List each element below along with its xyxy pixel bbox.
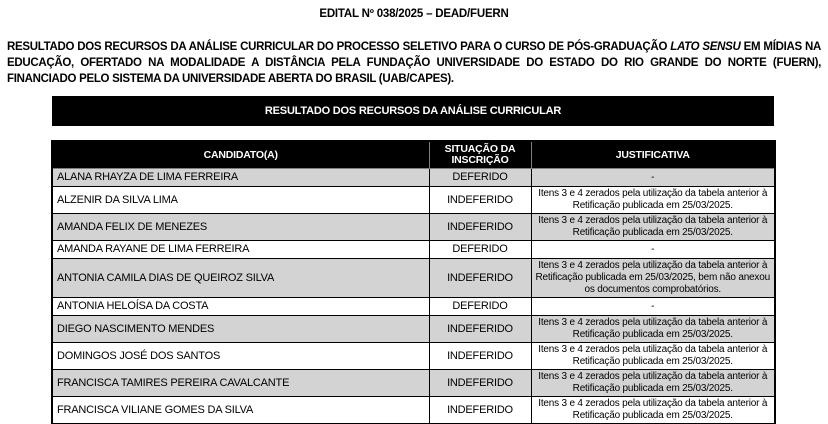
- candidate-name-cell: ANTONIA HELOÍSA DA COSTA: [52, 298, 429, 316]
- candidate-name-cell: ANTONIA CAMILA DIAS DE QUEIROZ SILVA: [52, 259, 429, 298]
- justification-cell: Itens 3 e 4 zerados pela utilização da tabela anterior à Retificação publicada em 25/03/2025.: [531, 397, 775, 424]
- status-cell: INDEFERIDO: [429, 397, 531, 424]
- intro-paragraph: [7, 39, 821, 87]
- justification-cell: Itens 3 e 4 zerados pela utilização da tabela anterior à Retificação publicada em 25/03/2025.: [531, 343, 775, 370]
- table-row: [52, 343, 775, 370]
- justification-cell: -: [531, 241, 775, 259]
- status-cell: DEFERIDO: [429, 298, 531, 316]
- intro-text-after: EM MÍDIAS NA EDUCAÇÃO, OFERTADO NA MODALIDADE A DISTÂNCIA PELA FUNDAÇÃO UNIVERSIDADE DO ESTADO DO RIO GRANDE DO NORTE (FUERN), FINANCIADO PELO SISTEMA DA UNIVERSIDADE ABERTA DO BRASIL (UAB/CAPES).: [7, 41, 822, 85]
- status-cell: INDEFERIDO: [429, 343, 531, 370]
- status-cell: INDEFERIDO: [429, 214, 531, 241]
- table-row: [52, 241, 775, 259]
- candidate-name-cell: DIEGO NASCIMENTO MENDES: [52, 316, 429, 343]
- status-cell: DEFERIDO: [429, 241, 531, 259]
- table-row: [52, 298, 775, 316]
- table-row: [52, 397, 775, 424]
- column-header-candidato: CANDIDATO(A): [52, 141, 429, 169]
- candidate-name-cell: AMANDA RAYANE DE LIMA FERREIRA: [52, 241, 429, 259]
- candidate-name-cell: AMANDA FELIX DE MENEZES: [52, 214, 429, 241]
- table-row: [52, 259, 775, 298]
- justification-cell: -: [531, 169, 775, 187]
- column-header-situacao: SITUAÇÃO DA INSCRIÇÃO: [429, 141, 531, 169]
- candidate-name-cell: ALANA RHAYZA DE LIMA FERREIRA: [52, 169, 429, 187]
- candidate-name-cell: ALZENIR DA SILVA LIMA: [52, 187, 429, 214]
- candidate-name-cell: FRANCISCA VILIANE GOMES DA SILVA: [52, 397, 429, 424]
- justification-cell: Itens 3 e 4 zerados pela utilização da tabela anterior à Retificação publicada em 25/03/2025.: [531, 316, 775, 343]
- justification-cell: -: [531, 298, 775, 316]
- status-cell: DEFERIDO: [429, 169, 531, 187]
- intro-latin-term: LATO SENSU: [670, 41, 741, 53]
- status-cell: INDEFERIDO: [429, 316, 531, 343]
- intro-text-before: RESULTADO DOS RECURSOS DA ANÁLISE CURRICULAR DO PROCESSO SELETIVO PARA O CURSO DE PÓS-GRADUAÇÃO: [7, 41, 671, 53]
- status-cell: INDEFERIDO: [429, 187, 531, 214]
- section-banner: RESULTADO DOS RECURSOS DA ANÁLISE CURRICULAR: [52, 96, 774, 126]
- column-header-justificativa: JUSTIFICATIVA: [531, 141, 775, 169]
- status-cell: INDEFERIDO: [429, 370, 531, 397]
- status-cell: INDEFERIDO: [429, 259, 531, 298]
- document-title: EDITAL Nº 038/2025 – DEAD/FUERN: [319, 8, 509, 20]
- table-row: [52, 214, 775, 241]
- table-row: [52, 187, 775, 214]
- table-header-row: [52, 141, 775, 169]
- justification-cell: Itens 3 e 4 zerados pela utilização da tabela anterior à Retificação publicada em 25/03/2025.: [531, 187, 775, 214]
- table-row: [52, 316, 775, 343]
- justification-cell: Itens 3 e 4 zerados pela utilização da tabela anterior à Retificação publicada em 25/03/2025.: [531, 214, 775, 241]
- results-table: [51, 140, 776, 424]
- candidate-name-cell: FRANCISCA TAMIRES PEREIRA CAVALCANTE: [52, 370, 429, 397]
- candidate-name-cell: DOMINGOS JOSÉ DOS SANTOS: [52, 343, 429, 370]
- table-row: [52, 169, 775, 187]
- justification-cell: Itens 3 e 4 zerados pela utilização da tabela anterior à Retificação publicada em 25/03/2025.: [531, 370, 775, 397]
- justification-cell: Itens 3 e 4 zerados pela utilização da tabela anterior à Retificação publicada em 25/03/2025, bem não anexou os documentos comprobatórios.: [531, 259, 775, 298]
- table-row: [52, 370, 775, 397]
